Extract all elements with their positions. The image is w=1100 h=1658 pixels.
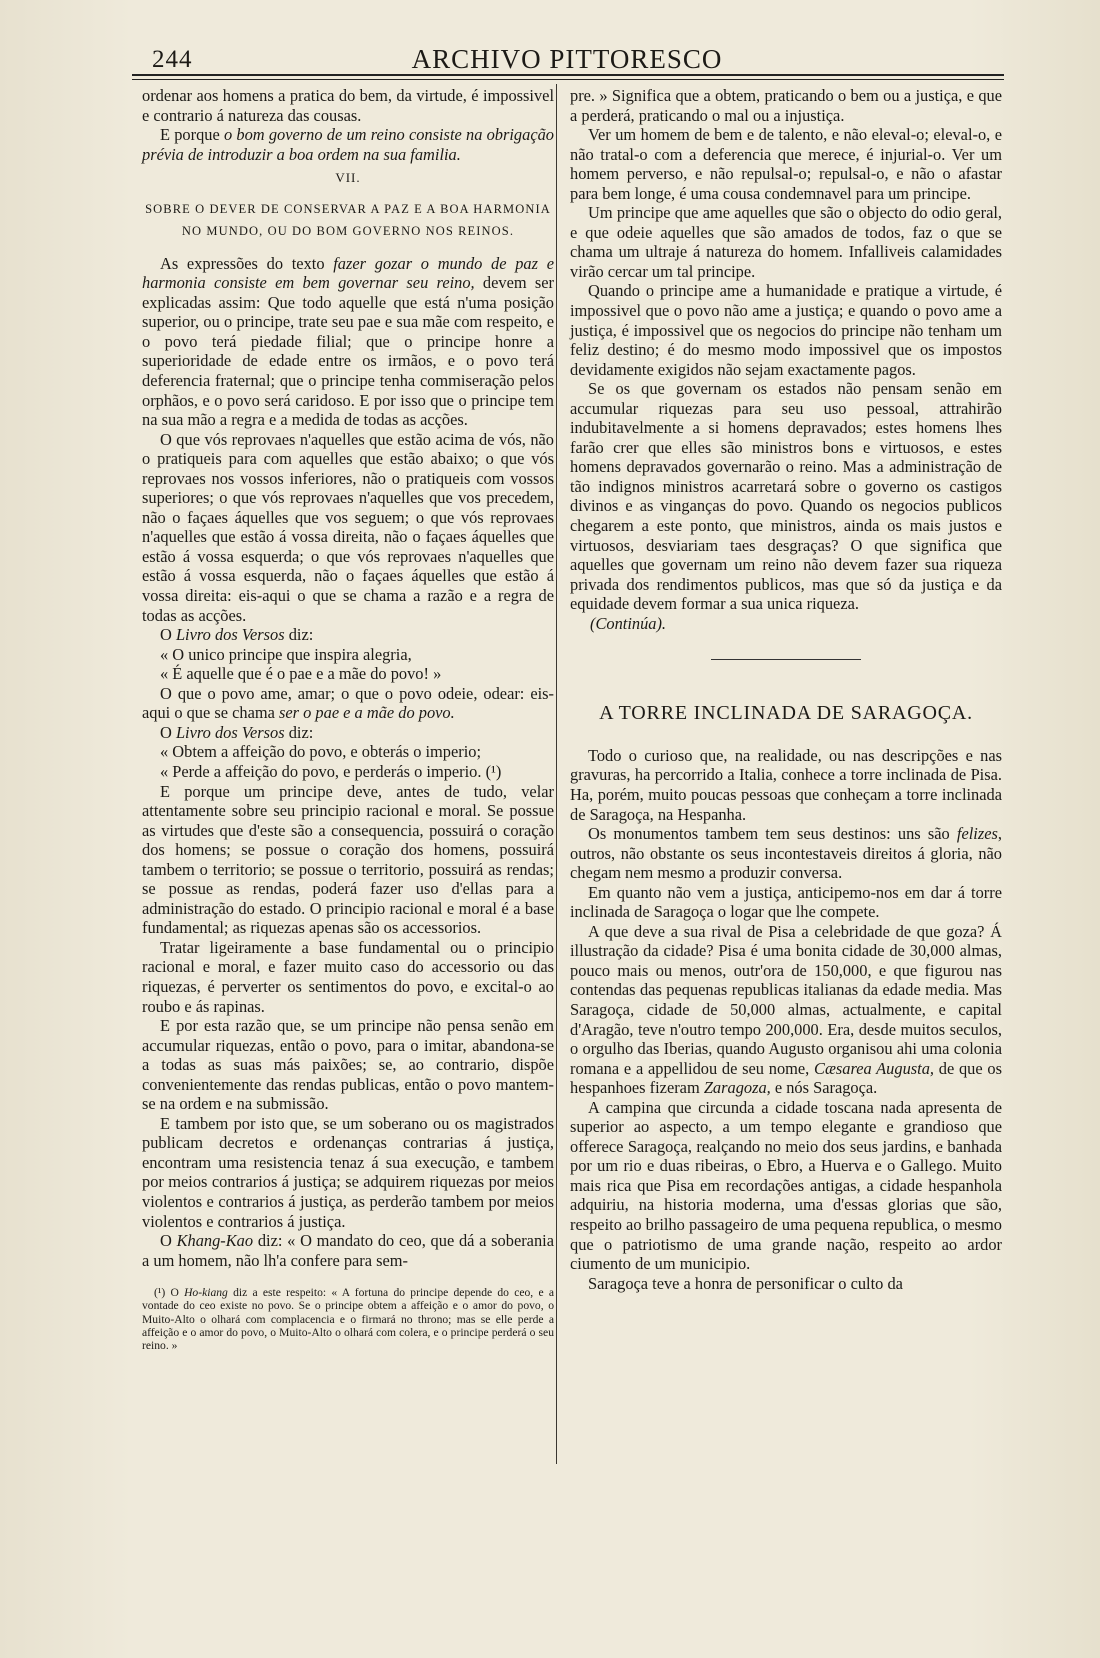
left-column [142, 86, 554, 1353]
page-number: 244 [152, 46, 193, 73]
text-run: diz: [284, 722, 314, 742]
text-run: diz a este respeito: « A fortuna do principe depende do ceo, e a vontade do ceo existe no povo. Se o principe obtem a affeição e o amor do povo, o Muito-Alto o olhará com complacencia e o firmará no throno; mas se elle perde a affeição e o amor do povo, o Muito-Alto o olhará com colera, e o principe perderá o seu reino. » [142, 1286, 554, 1353]
right-column [570, 86, 1002, 1293]
text-run: O que o povo ame, amar; o que o povo odeie, odear: eis-aqui o que se chama [142, 683, 554, 723]
paragraph: E tambem por isto que, se um soberano ou os magistrados publicam decretos e ordenanças contrarias á justiça, encontram uma resistencia tenaz á sua execução, e tambem por meios contrarios á justiça; se adquirem riquezas por meios violentos e contrarios á justiça, as perderão tambem por meios violentos e contrarios á justiça. [142, 1113, 554, 1231]
italic-text: (Continúa). [590, 613, 667, 633]
footnote [142, 1286, 554, 1352]
paragraph: E por esta razão que, se um principe não pensa senão em accumular riquezas, então o povo, para o imitar, abandona-se a todas as suas más paixões; se, ao contrario, dispõe convenientemente das rendas publicas, então o povo mantem-se na ordem e na submissão. [142, 1016, 554, 1114]
paragraph: A campina que circunda a cidade toscana nada apresenta de superior ao aspecto, a um tempo elegante e grandioso que offerece Saragoça, realçando no meio dos seus jardins, e banhada por um rio e duas ribeiras, o Ebro, a Huerva e o Gallego. Muito mais rica que Pisa em recordações antigas, a cidade hespanhola adquiriu, na historia moderna, uma d'essas glorias que são, respeito ao brilho passageiro de uma pequena republica, o mesmo que o patriotismo de uma grande nação, respeito ao ardor ciumento de um municipio. [570, 1097, 1002, 1274]
paragraph: O que vós reprovaes n'aquelles que estão acima de vós, não o pratiqueis para com aquelles que estão abaixo; o que vós reprovaes nos vossos inferiores, não o pratiqueis com vossos superiores; o que vós reprovaes n'aquelles que vos precedem, não o façaes áquelles que vos seguem; o que vós reprovaes n'aquelles que estão á vossa direita, não o façaes áquelles que estão á vossa esquerda; o que vós reprovaes n'aquelles que estão á vossa esquerda, não o façaes áquelles que estão á vossa direita: eis-aqui o que se chama a razão e a regra de todas as acções. [142, 429, 554, 625]
paragraph: E porque um principe deve, antes de tudo, velar attentamente sobre seu principio racional e moral. Se possue as virtudes que d'este são a consequencia, possuirá o coração dos homens; se possue o coração dos homens, possuirá tambem o territorio; se possue o territorio, possuirá as rendas; se possue as rendas, poderá fazer uso d'ellas para a administração do estado. O principio racional e moral é a base fundamental; as riquezas apenas são os accessorios. [142, 781, 554, 938]
italic-text: Zaragoza, [703, 1078, 771, 1098]
section-number: VII. [335, 170, 361, 186]
text-run: devem ser explicadas assim: Que todo aquelle que está n'uma posição superior, ou o principe, trate seu pae e sua mãe com respeito, e o povo terá piedade filial; que o principe honre a superioridade de edade entre os irmãos, e o povo terá deferencia fraternal; que o principe tenha commiseração pelos orphãos, e o povo será caridoso. E por isso que o principe tem na sua mão a regra e a medida de todas as acções. [142, 273, 554, 430]
running-title: ARCHIVO PITTORESCO [411, 44, 723, 74]
text-run: diz: « O mandato do ceo, que dá a soberania a um homem, não lh'a confere para sem- [142, 1231, 554, 1270]
text-run: diz: [284, 625, 314, 645]
text-run: A que deve a sua rival de Pisa a celebridade de que goza? Á illustração da cidade? Pisa é uma bonita cidade de 30,000 almas, pouco mais ou menos, outr'ora de 150,000, e que figurou nas contendas das pequenas republicas italianas da edade media. Mas Saragoça, cidade de 50,000 almas, actualmente, e capital d'Aragão, teve n'outro tempo 200,000. Era, desde muitos seculos, o orgulho das Iberias, quando Augusto organisou ahi uma colonia romana e a appellidou de seu nome, [570, 921, 1002, 1078]
header-rule [132, 74, 1004, 80]
italic-text: Livro dos Versos [175, 625, 285, 645]
paragraph: Quando o principe ame a humanidade e pratique a virtude, é impossivel que o povo não ame a justiça; e quando o povo ame a justiça, é impossivel que os negocios do principe não tenham um feliz destino; é do mesmo modo impossivel que os impostos devidamente exigidos não sejam exactamente pagos. [570, 281, 1002, 379]
verse-line: « É aquelle que é o pae e a mãe do povo! » [160, 664, 442, 684]
verse-line: « O unico principe que inspira alegria, [160, 644, 412, 664]
paragraph [142, 254, 554, 430]
text-run: de que os hespanhoes fizeram [570, 1058, 1002, 1098]
text-run: O [160, 722, 176, 742]
paragraph [142, 125, 554, 164]
paragraph: ordenar aos homens a pratica do bem, da virtude, é impossivel e contrario á natureza das cousas. [142, 86, 554, 125]
paragraph: Em quanto não vem a justiça, anticipemo-nos em dar á torre inclinada de Saragoça o logar que lhe compete. [570, 882, 1002, 922]
paragraph: Saragoça teve a honra de personificar o culto da [588, 1273, 903, 1293]
article-title: A TORRE INCLINADA DE SARAGOÇA. [599, 702, 973, 725]
footnote-text [142, 1286, 554, 1352]
paragraph [570, 824, 1002, 883]
italic-text: Ho-kiang [184, 1286, 228, 1300]
verse-line: « Perde a affeição do povo, e perderás o imperio. (¹) [160, 761, 502, 781]
paragraph: Um principe que ame aquelles que são o objecto do odio geral, e que odeie aquelles que são amados de todos, faz o que se chama um ultraje á natureza do homem. Infalliveis calamidades virão cercar um tal principe. [570, 203, 1002, 281]
paragraph [142, 1231, 554, 1270]
italic-text: Khang-Kao [176, 1231, 254, 1251]
text-run: (¹) O [154, 1286, 185, 1300]
italic-text: Cæsarea Augusta, [814, 1058, 934, 1078]
paragraph: Todo o curioso que, na realidade, ou nas descripções e nas gravuras, ha percorrido a Italia, conhece a torre inclinada de Pisa. Ha, porém, muito poucas pessoas que conheçam a torre inclinada de Saragoça, na Hespanha. [570, 745, 1002, 824]
column-divider [556, 84, 557, 1464]
text-run: e nós Saragoça. [770, 1078, 878, 1098]
text-run: , outros, não obstante os seus incontestaveis direitos á gloria, não chegam nem mesmo a produzir conversa. [570, 824, 1002, 883]
text-run: O [160, 625, 176, 645]
continuation-note [570, 614, 1002, 634]
text-run: E porque [160, 125, 224, 145]
verse-line: « Obtem a affeição do povo, e obterás o imperio; [160, 742, 482, 762]
text-run: O [160, 1231, 177, 1251]
text-run: As expressões do texto [160, 253, 334, 273]
section-title: SOBRE O DEVER DE CONSERVAR A PAZ E A BOA HARMONIA NO MUNDO, OU DO BOM GOVERNO NOS REINOS. [145, 201, 551, 238]
text-run: Os monumentos tambem tem seus destinos: uns são [588, 824, 957, 844]
paragraph [570, 922, 1002, 1098]
paragraph: pre. » Significa que a obtem, praticando o bem ou a justiça, e que a perderá, praticando o mal ou a injustiça. [570, 86, 1002, 125]
article-divider [711, 659, 861, 660]
italic-text: felizes [956, 824, 998, 844]
paragraph [142, 684, 554, 723]
page-header [124, 38, 1010, 76]
paragraph [142, 723, 554, 743]
italic-text: ser o pae e a mãe do povo. [279, 703, 455, 723]
paragraph: Ver um homem de bem e de talento, e não eleval-o; eleval-o, e não tratal-o com a deferencia que merece, é injurial-o. Ver um homem perverso, e não repulsal-o; repulsal-o, e não o afastar para bem longe, é uma cousa condemnavel para um principe. [570, 125, 1002, 203]
italic-text: fazer gozar o mundo de paz e harmonia consiste em bem governar seu reino, [142, 253, 554, 293]
paragraph: Tratar ligeiramente a base fundamental ou o principio racional e moral, e fazer muito caso do accessorio ou das riquezas, é perverter os sentimentos do povo, e excital-o ao roubo e ás rapinas. [142, 937, 554, 1016]
paragraph: Se os que governam os estados não pensam senão em accumular riquezas para seu uso pessoal, attrahirão indubitavelmente a si homens depravados; estes homens lhes farão crer que elles são ministros bons e virtuosos, e estes homens depravados governarão o reino. Mas a administração de tão indignos ministros acarretará sobre o governo os castigos divinos e as vinganças do povo. Quando os negocios publicos chegarem a este ponto, que ministros, ainda os mais justos e virtuosos, desviariam taes desgraças? O que significa que aquelles que governam um reino não devem fazer sua riqueza privada dos rendimentos publicos, mas que só da justiça e da equidade devem formar a sua unica riqueza. [570, 379, 1002, 614]
italic-text: o bom governo de um reino consiste na obrigação prévia de introduzir a boa ordem na sua familia. [142, 125, 554, 164]
paragraph [142, 625, 554, 645]
italic-text: Livro dos Versos [175, 722, 285, 742]
